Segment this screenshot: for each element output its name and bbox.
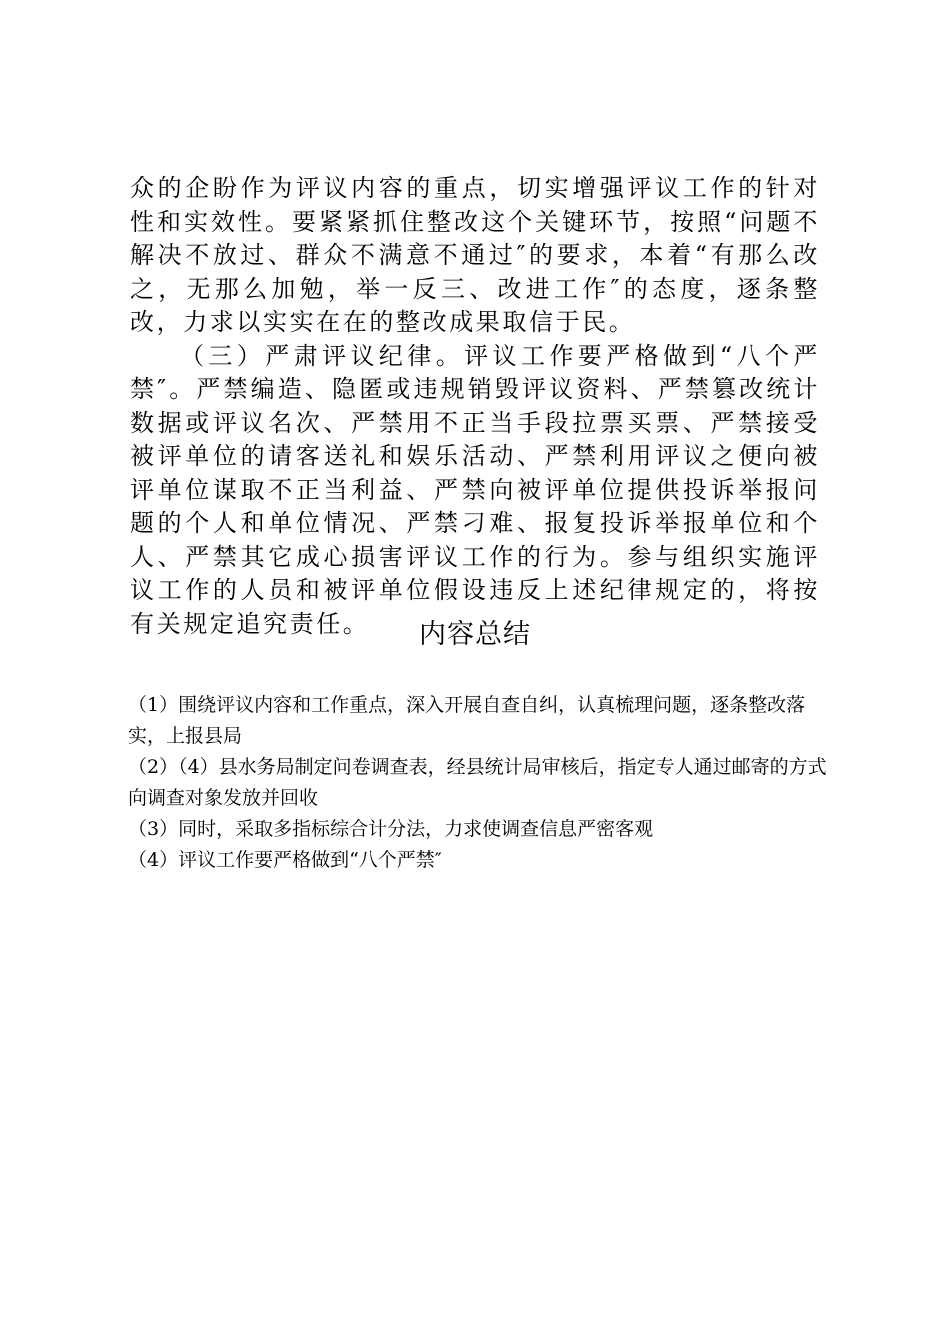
body-paragraph-2: （三）严肃评议纪律。评议工作要严格做到“八个严禁″。严禁编造、隐匿或违规销毁评议资料、严禁篡改统计数据或评议名次、严禁用不正当手段拉票买票、严禁接受被评单位的请客送礼和娱乐活动、严禁利用评议之便向被评单位谋取不正当利益、严禁向被评单位提供投诉举报问题的个人和单位情况、严禁刁难、报复投诉举报单位和个人、严禁其它成心损害评议工作的行为。参与组织实施评议工作的人员和被评单位假设违反上述纪律规定的，将按有关规定追究责任。 bbox=[130, 341, 820, 638]
summary-item-4: （4）评议工作要严格做到“八个严禁″ bbox=[128, 849, 442, 871]
summary-title: 内容总结 bbox=[419, 619, 531, 650]
summary-item-2: （2）（4）县水务局制定问卷调查表，经县统计局审核后，指定专人通过邮寄的方式向调查对象发放并回收 bbox=[128, 756, 827, 809]
body-paragraph-1: 众的企盼作为评议内容的重点，切实增强评议工作的针对性和实效性。要紧紧抓住整改这个关键环节，按照“问题不解决不放过、群众不满意不通过″的要求，本着“有那么改之，无那么加勉，举一反三、改进工作″的态度，逐条整改，力求以实实在在的整改成果取信于民。 bbox=[130, 174, 820, 336]
summary-item-3: （3）同时，采取多指标综合计分法，力求使调查信息严密客观 bbox=[128, 818, 654, 840]
summary-list bbox=[128, 690, 828, 876]
document-body bbox=[130, 172, 820, 641]
summary-item-1: （1）围绕评议内容和工作重点，深入开展自查自纠，认真梳理问题，逐条整改落实，上报县局 bbox=[128, 694, 806, 747]
